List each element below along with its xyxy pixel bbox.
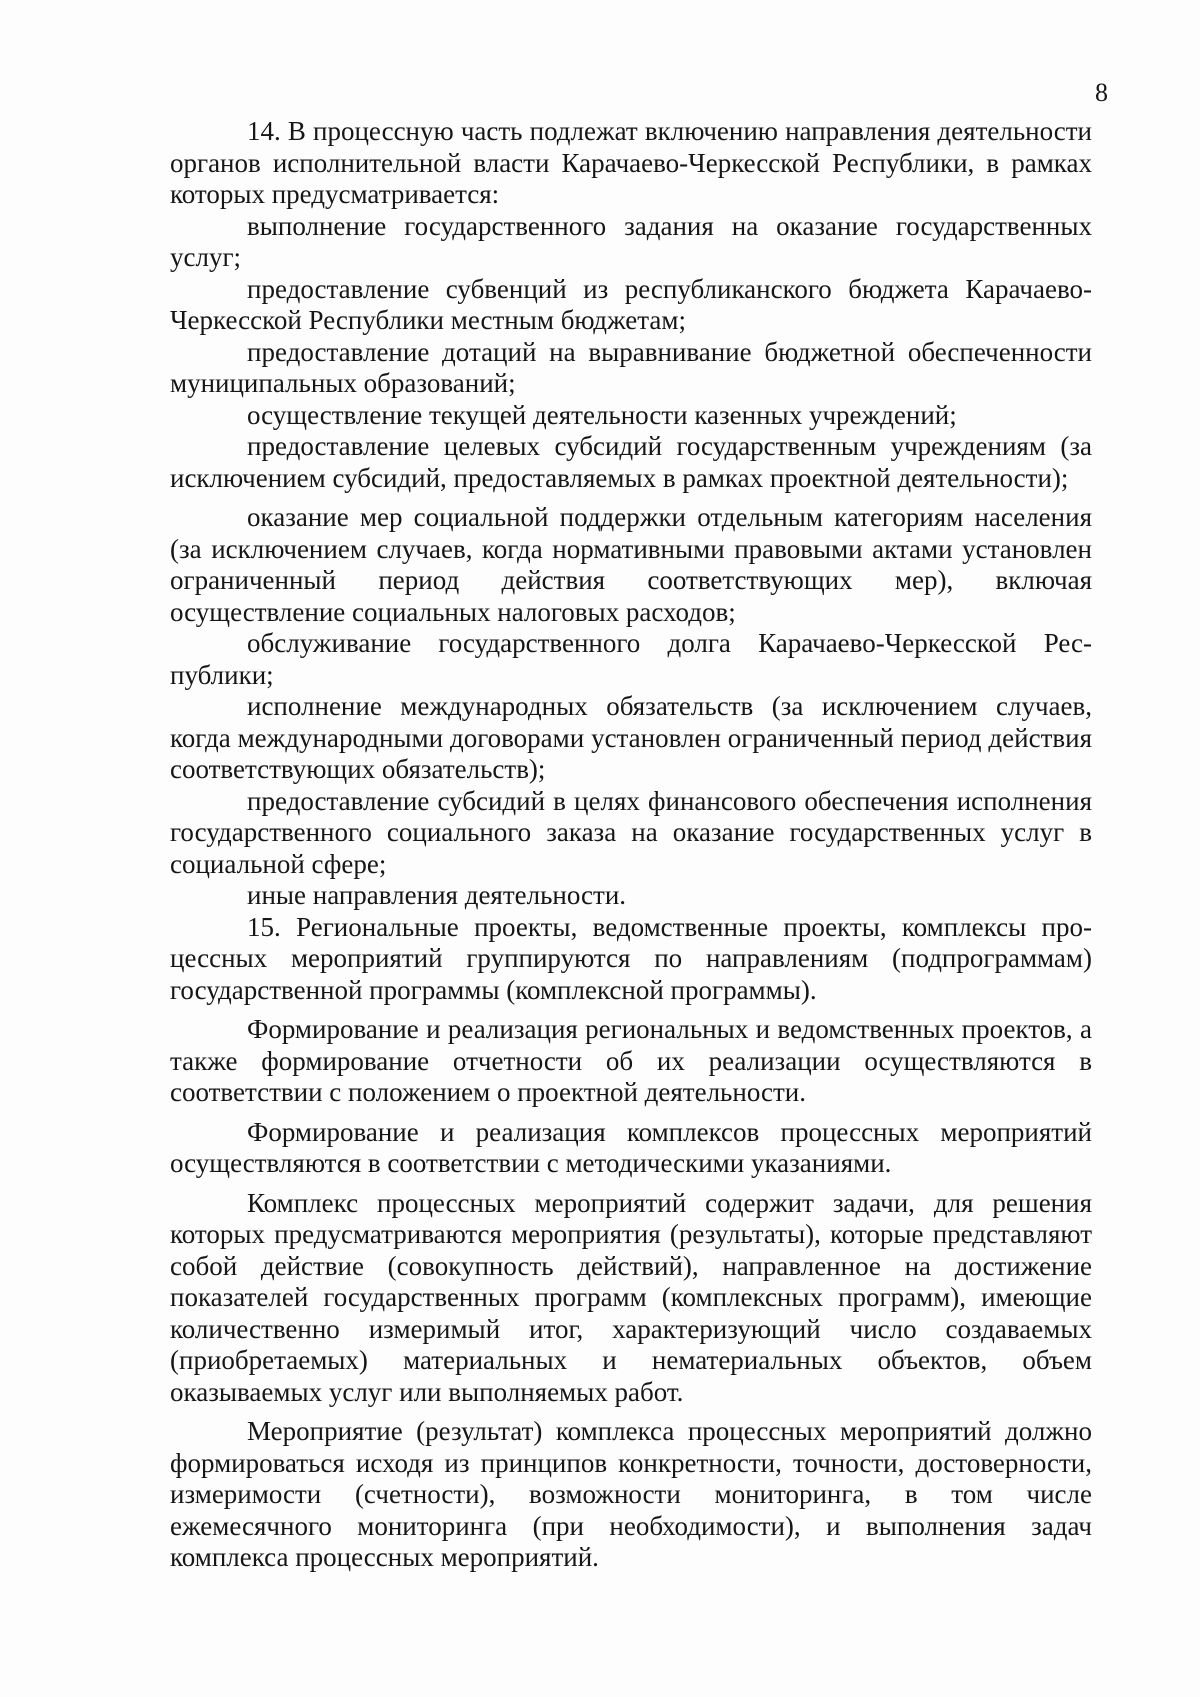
list-item-social-order-subsidies: предоставление субсидий в целях финансового обеспечения исполнения государственного социального заказа на оказание государственных услуг в социальной сфере; [170,785,1092,879]
paragraph-measure-principles: Мероприятие (результат) комплекса процессных мероприятий должно формироваться исходя из принципов конкретности, точности, достоверности, измеримости (счетности), возможности мониторинга, в том числе ежемесячного мониторинга (при необходимости), и выполнения задач комплекса процессных мероприятий. [170,1416,1092,1572]
paragraph-complex-contents: Комплекс процессных мероприятий содержит задачи, для решения которых предусматриваются мероприятия (результаты), которые представляют собой действие (совокупность действий), направленное на достижение показателей государственных программ (комплексных программ), имеющие количественно измеримый итог, характеризующий число создаваемых (приобретаемых) материальных и нематериальных объектов, объем оказываемых услуг или выполняемых работ. [170,1187,1092,1407]
list-item-other-directions: иные направления деятельности. [247,880,627,910]
list-item-state-debt: обслуживание государственного долга Карачаево-Черкесской Республики; [170,628,1092,690]
paragraph-14-intro: 14. В процессную часть подлежат включению направления деятельности органов исполнительной власти Карачаево-Черкесской Республики, в рамках которых предусматривается: [170,116,1092,209]
document-body [170,116,1092,1574]
list-item-subventions: предоставление субвенций из республиканского бюджета Карачаево-Черкесской Республики местным бюджетам; [170,273,1092,335]
paragraph-complexes-formation: Формирование и реализация комплексов процессных мероприятий осуществляются в соответствии с методическими указаниями. [170,1116,1092,1178]
page-number: 8 [1095,78,1108,107]
list-item-social-support: оказание мер социальной поддержки отдельным категориям населения (за исключением случаев, когда нормативными правовыми актами установлен ограниченный период действия соответствующих мер), включая осуществление социальных налоговых расходов; [170,502,1092,627]
list-item-state-institutions: осуществление текущей деятельности казенных учреждений; [247,399,957,430]
paragraph-15-grouping: 15. Региональные проекты, ведомственные проекты, комплексы процессных мероприятий группируются по направлениям (подпрограммам) государственной программы (комплексной программы). [170,911,1092,1005]
list-item-targeted-subsidies: предоставление целевых субсидий государственным учреждениям (за исключением субсидий, предоставляемых в рамках проектной деятельности); [170,431,1092,493]
list-item-international-obligations: исполнение международных обязательств (за исключением случаев, когда международными договорами установлен ограниченный период действия соответствующих обязательств); [170,691,1092,784]
list-item-state-assignment: выполнение государственного задания на оказание государственных услуг; [170,210,1092,272]
list-item-subsidies-equalization: предоставление дотаций на выравнивание бюджетной обеспеченности муниципальных образований; [170,336,1092,398]
paragraph-projects-formation: Формирование и реализация региональных и ведомственных проектов, а также формирование отчетности об их реализации осуществляются в соответствии с положением о проектной деятельности. [170,1014,1092,1107]
